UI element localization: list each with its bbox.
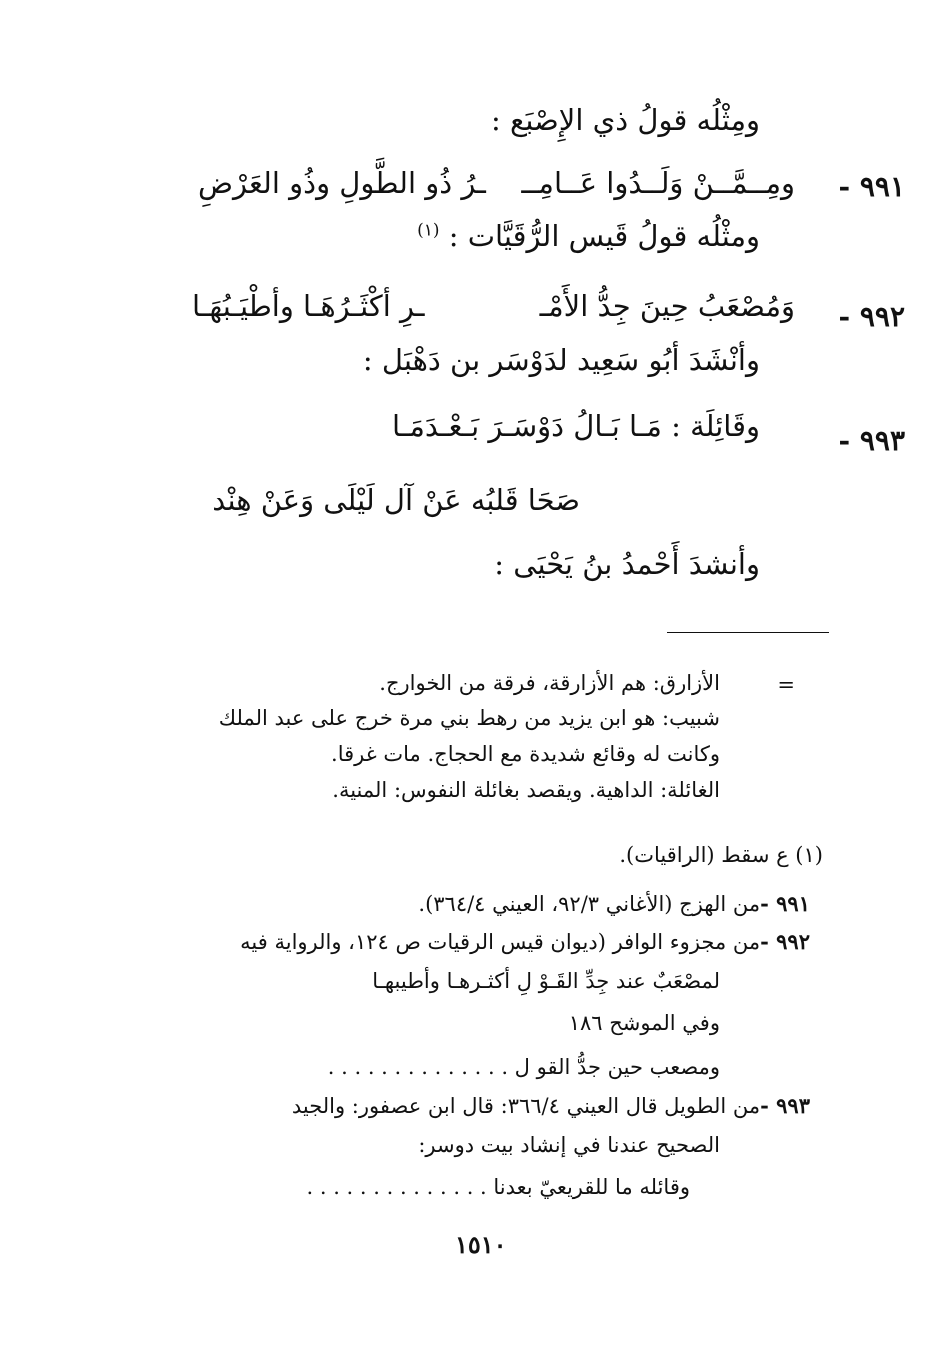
note-991 bbox=[418, 890, 810, 918]
continued-note-marker: = bbox=[777, 673, 795, 697]
note-992-number: ٩٩٢ - bbox=[760, 929, 810, 954]
intro-line-3: وأنْشَدَ أبُو سَعِيد لدَوْسَر بن دَهْبَل : bbox=[362, 343, 760, 377]
page-number: ١٥١٠ bbox=[455, 1230, 507, 1259]
note-991-text: من الهزج (الأغاني ٩٢/٣، العيني ٣٦٤/٤). bbox=[418, 892, 761, 916]
verse-991-second-hemistich: ـرُ ذُو الطَّولِ وذُو العَرْضِ bbox=[198, 166, 486, 200]
note-992-verse: لمصْعَبٌ عند جِدِّ القَـوْ لِ أكثـرهـا وأطيبهـا bbox=[372, 969, 720, 993]
verse-992-first-hemistich: وَمُصْعَبُ حِينَ جِدُّ الأَمْـ bbox=[539, 289, 795, 323]
note-991-number: ٩٩١ - bbox=[760, 891, 810, 916]
note-992-line-3: وفي الموشح ١٨٦ bbox=[568, 1011, 720, 1035]
footnote-ref-1: (١) bbox=[417, 220, 440, 241]
continued-note-line-2: شبيب: هو ابن يزيد من رهط بني مرة خرج على عبد الملك bbox=[218, 706, 720, 730]
continued-note-line-4: الغائلة: الداهية. ويقصد بغائلة النفوس: المنية. bbox=[332, 778, 720, 802]
note-993-line-2: الصحيح عندنا في إنشاد بيت دوسر: bbox=[418, 1133, 720, 1157]
verse-993-first-hemistich: وقَائِلَة : مَـا بَـالُ دَوْسَـرَ بَـعْـدَمَـا bbox=[392, 409, 760, 443]
verse-number-992: ٩٩٢ - bbox=[838, 300, 905, 333]
verse-number-991: ٩٩١ - bbox=[838, 170, 905, 203]
continued-note-line-3: وكانت له وقائع شديدة مع الحجاج. مات غرقا. bbox=[331, 742, 720, 766]
verse-992-second-hemistich: ـرِ أكْثَـرُهَـا وأطْيَـبُهَـا bbox=[192, 289, 425, 323]
intro-line-4: وأنشدَ أَحْمدُ بنُ يَحْيَى : bbox=[494, 547, 760, 581]
note-992-text: من مجزوء الوافر (ديوان قيس الرقيات ص ١٢٤، والرواية فيه bbox=[240, 930, 761, 954]
note-993-number: ٩٩٣ - bbox=[760, 1093, 810, 1118]
footnote-1: (١) ع سقط (الراقيات). bbox=[619, 843, 823, 867]
footnote-separator bbox=[667, 632, 829, 633]
verse-993-second-hemistich: صَحَا قَلبُه عَنْ آل لَيْلَى وَعَنْ هِنْد bbox=[212, 483, 580, 517]
verse-number-993: ٩٩٣ - bbox=[838, 424, 905, 457]
note-993-verse: وقائله ما للقريعيّ بعدنا . . . . . . . . . . . . . . bbox=[306, 1175, 690, 1199]
intro-line-2-text: ومثْلُه قولُ قَيس الرُّقَيَّات : bbox=[448, 219, 760, 253]
note-993 bbox=[292, 1092, 810, 1120]
continued-note-line-1: الأزارق: هم الأزارقة، فرقة من الخوارج. bbox=[379, 671, 720, 695]
note-993-text: من الطويل قال العيني ٣٦٦/٤: قال ابن عصفور: والجيد bbox=[291, 1094, 761, 1118]
verse-991-first-hemistich: ومِــمَّــنْ وَلَــدُوا عَــامِــ bbox=[521, 166, 795, 200]
intro-line-1: ومِثْلُه قولُ ذي الإِصْبَع : bbox=[490, 103, 760, 137]
intro-line-2 bbox=[417, 218, 760, 256]
note-992 bbox=[240, 928, 810, 956]
note-992-verse-2: ومصعب حين جدُّ القو ل . . . . . . . . . . . . . . bbox=[327, 1055, 720, 1079]
